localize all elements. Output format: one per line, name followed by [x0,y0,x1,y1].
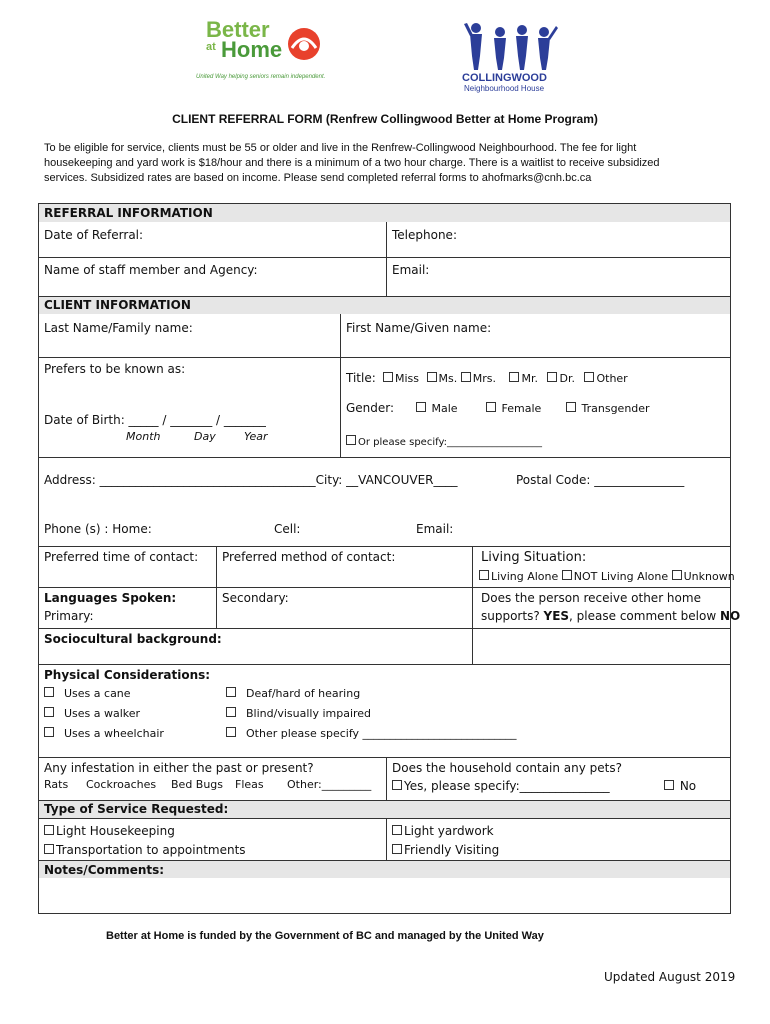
physical-other[interactable]: Other please specify ____________________________ [226,727,517,740]
notes-header: Notes/Comments: [44,863,165,877]
client-header: CLIENT INFORMATION [44,298,191,312]
staff-agency-label[interactable]: Name of staff member and Agency: [44,263,258,277]
checkbox[interactable] [226,687,236,697]
title-options [383,372,628,385]
form-title: CLIENT REFERRAL FORM (Renfrew Collingwood Better at Home Program) [172,112,598,126]
postal-code[interactable]: Postal Code: _______________ [516,473,685,487]
infestation-question: Any infestation in either the past or present? [44,761,314,775]
dob-year: Year [244,430,268,443]
checkbox[interactable] [672,570,682,580]
preferred-name-label[interactable]: Prefers to be known as: [44,362,186,376]
infestation-fleas[interactable]: Fleas [235,778,264,791]
living-option-unknown[interactable]: Unknown [672,570,735,583]
date-of-referral-label[interactable]: Date of Referral: [44,228,144,242]
collingwood-name: COLLINGWOOD [462,72,547,84]
phone-email-label[interactable]: Email: [416,522,454,536]
logo-text: Better [206,17,270,42]
checkbox[interactable] [44,727,54,737]
checkbox[interactable] [562,570,572,580]
checkbox[interactable] [392,844,402,854]
title-option-ms[interactable]: Ms. [427,372,458,385]
infestation-bedbugs[interactable]: Bed Bugs [171,778,224,791]
checkbox[interactable] [486,402,496,412]
checkbox[interactable] [509,372,519,382]
supports-no[interactable]: NO [719,609,741,623]
title-option-dr[interactable]: Dr. [547,372,574,385]
living-option-alone[interactable]: Living Alone [479,570,558,583]
languages-label: Languages Spoken: [44,591,177,605]
infestation-cockroaches[interactable]: Cockroaches [86,778,157,791]
pets-question: Does the household contain any pets? [392,761,622,775]
service-housekeeping[interactable]: Light Housekeeping [44,824,175,838]
checkbox[interactable] [461,372,471,382]
phone-cell-label[interactable]: Cell: [274,522,301,536]
intro-line: services. Subsidized rates are based on income. Please send completed referral forms to ahofmarks@cnh.bc.ca [44,172,592,184]
title-option-miss[interactable]: Miss [383,372,419,385]
last-name-label[interactable]: Last Name/Family name: [44,321,193,335]
infestation-rats[interactable]: Rats [44,778,69,791]
dob-month: Month [126,430,161,443]
title-option-mr[interactable]: Mr. [509,372,538,385]
supports-yes[interactable]: YES [543,609,570,623]
telephone-label[interactable]: Telephone: [392,228,457,242]
living-situation-label: Living Situation: [481,550,587,565]
referral-header: REFERRAL INFORMATION [44,206,213,220]
notes-area[interactable] [40,880,728,912]
physical-blind[interactable]: Blind/visually impaired [226,707,371,720]
logo-text: at [206,41,216,53]
checkbox[interactable] [383,372,393,382]
physical-header: Physical Considerations: [44,668,211,682]
secondary-language-label[interactable]: Secondary: [222,591,289,605]
checkbox[interactable] [44,687,54,697]
title-option-other[interactable]: Other [584,372,627,385]
gender-specify[interactable]: Or please specify:___________________ [346,435,542,448]
email-label[interactable]: Email: [392,263,430,277]
title-label: Title: [346,371,376,385]
supports-question-line2: supports? YES, please comment below NO [481,609,741,623]
united-way-icon [286,26,322,62]
checkbox[interactable] [664,780,674,790]
sociocultural-label[interactable]: Sociocultural background: [44,632,222,646]
funding-note: Better at Home is funded by the Government of BC and managed by the United Way [106,930,544,942]
address-line[interactable]: Address: ____________________________________City: __VANCOUVER____ [44,473,458,487]
living-options [479,570,735,583]
checkbox[interactable] [346,435,356,445]
checkbox[interactable] [392,825,402,835]
title-option-mrs[interactable]: Mrs. [461,372,496,385]
gender-option-male[interactable]: Male [416,402,458,415]
checkbox[interactable] [416,402,426,412]
service-friendly-visiting[interactable]: Friendly Visiting [392,843,499,857]
checkbox[interactable] [547,372,557,382]
primary-language-label[interactable]: Primary: [44,609,94,623]
checkbox[interactable] [566,402,576,412]
checkbox[interactable] [479,570,489,580]
physical-cane[interactable]: Uses a cane [44,687,131,700]
checkbox[interactable] [226,707,236,717]
intro-text [44,141,660,186]
pets-no[interactable]: No [664,779,696,793]
people-figures-icon [462,22,558,72]
collingwood-sub: Neighbourhood House [464,84,545,93]
checkbox[interactable] [44,825,54,835]
pref-time-label[interactable]: Preferred time of contact: [44,550,199,564]
service-yardwork[interactable]: Light yardwork [392,824,494,838]
dob-label[interactable]: Date of Birth: _____ / _______ / _______ [44,413,266,427]
supports-question-line1: Does the person receive other home [481,591,701,605]
physical-deaf[interactable]: Deaf/hard of hearing [226,687,360,700]
checkbox[interactable] [226,727,236,737]
service-header: Type of Service Requested: [44,802,229,816]
infestation-other[interactable]: Other:_________ [287,778,372,791]
checkbox[interactable] [44,707,54,717]
gender-option-female[interactable]: Female [486,402,541,415]
dob-day: Day [194,430,216,443]
updated-date: Updated August 2019 [604,970,736,984]
living-option-not-alone[interactable]: NOT Living Alone [562,570,668,583]
checkbox[interactable] [584,372,594,382]
intro-line: To be eligible for service, clients must be 55 or older and live in the Renfrew-Collingwood Neighbourhood. The fee for light [44,142,637,154]
better-at-home-logo [196,17,336,84]
logo-tagline: United Way helping seniors remain independent. [196,74,326,80]
gender-option-transgender[interactable]: Transgender [566,402,650,415]
service-transportation[interactable]: Transportation to appointments [44,843,246,857]
checkbox[interactable] [392,780,402,790]
pets-yes[interactable]: Yes, please specify:_______________ [392,779,610,793]
checkbox[interactable] [44,844,54,854]
gender-label: Gender: [346,401,395,415]
intro-line: housekeeping and yard work is $18/hour and there is a minimum of a two hour charge. There is a waitlist to receive subsidized [44,157,660,169]
collingwood-logo [458,22,568,94]
first-name-label[interactable]: First Name/Given name: [346,321,492,335]
physical-walker[interactable]: Uses a walker [44,707,140,720]
logo-text: Home [221,37,283,62]
checkbox[interactable] [427,372,437,382]
phone-home-label[interactable]: Phone (s) : Home: [44,522,152,536]
pref-method-label[interactable]: Preferred method of contact: [222,550,396,564]
physical-wheelchair[interactable]: Uses a wheelchair [44,727,164,740]
